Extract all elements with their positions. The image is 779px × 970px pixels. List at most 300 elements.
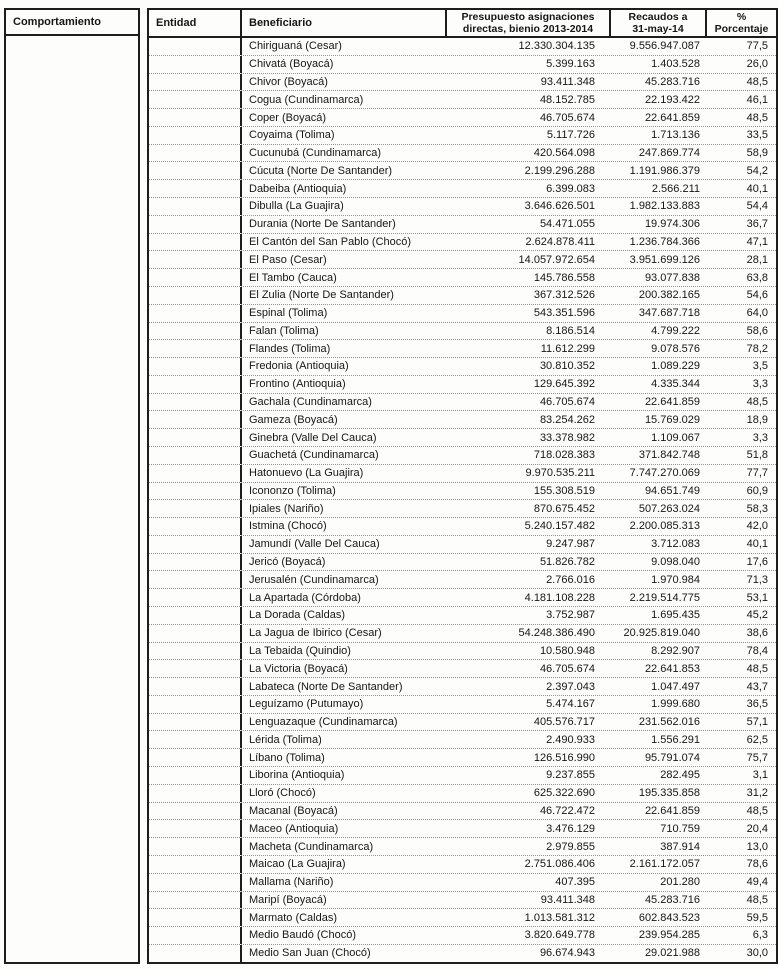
recaudos-cell: 231.562.016 [638, 716, 700, 729]
porcentaje-cell: 64,0 [746, 307, 768, 320]
beneficiario-cell: El Paso (Cesar) [240, 251, 445, 268]
recaudos-cell: 45.283.716 [644, 75, 700, 88]
recaudos-cell: 20.925.819.040 [623, 627, 700, 640]
table-row [149, 500, 776, 518]
recaudos-cell: 9.078.576 [651, 342, 700, 355]
entidad-cell [149, 38, 240, 55]
table-row [149, 180, 776, 198]
beneficiario-cell: Durania (Norte De Santander) [240, 216, 445, 233]
table-row [149, 376, 776, 394]
table-row [149, 340, 776, 358]
presupuesto-cell: 30.810.352 [539, 360, 595, 373]
table-row [149, 749, 776, 767]
beneficiario-cell: Jamundí (Valle Del Cauca) [240, 536, 445, 553]
presupuesto-cell: 46.722.472 [539, 804, 595, 817]
presupuesto-cell: 2.490.933 [546, 733, 595, 746]
beneficiario-cell: Marmato (Caldas) [240, 909, 445, 926]
presupuesto-cell: 33.378.982 [539, 431, 595, 444]
entidad-cell [149, 589, 240, 606]
beneficiario-cell: Jericó (Boyacá) [240, 554, 445, 571]
porcentaje-cell: 54,6 [746, 289, 768, 302]
presupuesto-cell: 46.705.674 [539, 662, 595, 675]
porcentaje-cell: 51,8 [746, 449, 768, 462]
beneficiario-cell: Flandes (Tolima) [240, 340, 445, 357]
beneficiario-cell: Maripí (Boyacá) [240, 892, 445, 909]
table-row [149, 927, 776, 945]
porcentaje-cell: 18,9 [746, 413, 768, 426]
porcentaje-cell: 42,0 [746, 520, 768, 533]
entidad-cell [149, 714, 240, 731]
beneficiario-cell: El Tambo (Cauca) [240, 269, 445, 286]
column-header-beneficiario: Beneficiario [240, 10, 445, 36]
beneficiario-cell: Medio San Juan (Chocó) [240, 945, 445, 962]
recaudos-cell: 22.641.859 [644, 804, 700, 817]
entidad-cell [149, 305, 240, 322]
porcentaje-cell: 20,4 [746, 822, 768, 835]
entidad-cell [149, 571, 240, 588]
beneficiario-cell: Chivatá (Boyacá) [240, 56, 445, 73]
presupuesto-cell: 407.395 [555, 876, 595, 889]
porcentaje-cell: 60,9 [746, 484, 768, 497]
entidad-cell [149, 909, 240, 926]
table-row [149, 892, 776, 910]
beneficiario-cell: La Jagua de Ibirico (Cesar) [240, 625, 445, 642]
recaudos-cell: 1.191.986.379 [629, 164, 700, 177]
beneficiario-cell: Maceo (Antioquia) [240, 820, 445, 837]
beneficiario-cell: Macheta (Cundinamarca) [240, 838, 445, 855]
presupuesto-cell: 2.979.855 [546, 840, 595, 853]
presupuesto-cell: 9.970.535.211 [525, 467, 595, 480]
beneficiarios-table [147, 8, 778, 964]
recaudos-cell: 94.651.749 [644, 484, 700, 497]
table-row [149, 714, 776, 732]
presupuesto-cell: 129.645.392 [533, 378, 595, 391]
porcentaje-cell: 58,3 [746, 502, 768, 515]
recaudos-cell: 1.236.784.366 [629, 235, 700, 248]
table-row [149, 287, 776, 305]
porcentaje-cell: 54,4 [746, 200, 768, 213]
presupuesto-cell: 54.248.386.490 [518, 627, 595, 640]
porcentaje-cell: 77,7 [746, 467, 768, 480]
porcentaje-cell: 33,5 [746, 129, 768, 142]
recaudos-cell: 1.999.680 [651, 698, 700, 711]
beneficiario-cell: Cúcuta (Norte De Santander) [240, 162, 445, 179]
presupuesto-cell: 3.646.626.501 [524, 200, 595, 213]
presupuesto-cell: 46.705.674 [539, 396, 595, 409]
presupuesto-cell: 8.186.514 [546, 324, 595, 337]
porcentaje-cell: 48,5 [746, 804, 768, 817]
table-row [149, 162, 776, 180]
presupuesto-cell: 10.580.948 [539, 644, 595, 657]
beneficiario-cell: Mallama (Nariño) [240, 874, 445, 891]
recaudos-cell: 3.951.699.126 [629, 253, 700, 266]
table-row [149, 803, 776, 821]
porcentaje-cell: 40,1 [746, 538, 768, 551]
entidad-cell [149, 785, 240, 802]
porcentaje-cell: 38,6 [746, 627, 768, 640]
porcentaje-cell: 77,5 [746, 40, 768, 53]
table-row [149, 945, 776, 962]
table-row [149, 767, 776, 785]
entidad-cell [149, 554, 240, 571]
presupuesto-cell: 3.476.129 [546, 822, 595, 835]
entidad-cell [149, 56, 240, 73]
presupuesto-cell: 14.057.972.654 [518, 253, 595, 266]
presupuesto-cell: 2.751.086.406 [524, 858, 595, 871]
beneficiario-cell: Ginebra (Valle Del Cauca) [240, 429, 445, 446]
beneficiario-cell: Medio Baudó (Chocó) [240, 927, 445, 944]
table-row [149, 625, 776, 643]
beneficiario-cell: Macanal (Boyacá) [240, 803, 445, 820]
porcentaje-cell: 78,2 [746, 342, 768, 355]
table-row [149, 589, 776, 607]
recaudos-cell: 1.713.136 [651, 129, 700, 142]
recaudos-cell: 9.556.947.087 [629, 40, 700, 53]
entidad-cell [149, 483, 240, 500]
recaudos-cell: 29.021.988 [644, 947, 700, 960]
porcentaje-cell: 53,1 [746, 591, 768, 604]
porcentaje-cell: 57,1 [746, 716, 768, 729]
recaudos-cell: 1.970.984 [651, 573, 700, 586]
recaudos-cell: 19.974.306 [644, 218, 700, 231]
beneficiario-cell: La Tebaida (Quindio) [240, 643, 445, 660]
presupuesto-cell: 4.181.108.228 [524, 591, 595, 604]
presupuesto-cell: 83.254.262 [539, 413, 595, 426]
entidad-cell [149, 411, 240, 428]
table-row [149, 660, 776, 678]
entidad-cell [149, 234, 240, 251]
entidad-cell [149, 358, 240, 375]
presupuesto-cell: 145.786.558 [533, 271, 595, 284]
table-row [149, 465, 776, 483]
beneficiario-cell: Dibulla (La Guajira) [240, 198, 445, 215]
entidad-cell [149, 856, 240, 873]
entidad-cell [149, 892, 240, 909]
beneficiario-cell: Frontino (Antioquia) [240, 376, 445, 393]
porcentaje-cell: 58,9 [746, 147, 768, 160]
recaudos-cell: 1.089.229 [651, 360, 700, 373]
recaudos-cell: 22.641.859 [644, 111, 700, 124]
entidad-cell [149, 500, 240, 517]
table-row [149, 429, 776, 447]
beneficiario-cell: Istmina (Chocó) [240, 518, 445, 535]
beneficiario-cell: Fredonia (Antioquia) [240, 358, 445, 375]
entidad-cell [149, 749, 240, 766]
recaudos-cell: 22.641.853 [644, 662, 700, 675]
entidad-cell [149, 91, 240, 108]
beneficiario-cell: Gameza (Boyacá) [240, 411, 445, 428]
porcentaje-cell: 45,2 [746, 609, 768, 622]
table-row [149, 145, 776, 163]
table-row [149, 411, 776, 429]
entidad-cell [149, 198, 240, 215]
entidad-cell [149, 145, 240, 162]
column-header-recaudos: Recaudos a 31-may-14 [609, 10, 705, 36]
presupuesto-cell: 48.152.785 [539, 93, 595, 106]
porcentaje-cell: 47,1 [746, 235, 768, 248]
entidad-cell [149, 678, 240, 695]
recaudos-cell: 2.219.514.775 [629, 591, 700, 604]
recaudos-cell: 7.747.270.069 [629, 467, 700, 480]
entidad-cell [149, 820, 240, 837]
entidad-cell [149, 251, 240, 268]
comportamiento-header: Comportamiento [6, 10, 138, 36]
beneficiario-cell: El Cantón del San Pablo (Chocó) [240, 234, 445, 251]
porcentaje-cell: 46,1 [746, 93, 768, 106]
recaudos-cell: 387.914 [660, 840, 700, 853]
porcentaje-cell: 3,1 [752, 769, 768, 782]
presupuesto-cell: 12.330.304.135 [518, 40, 595, 53]
recaudos-cell: 1.047.497 [651, 680, 700, 693]
beneficiario-cell: Cucunubá (Cundinamarca) [240, 145, 445, 162]
recaudos-cell: 1.982.133.883 [629, 200, 700, 213]
recaudos-cell: 95.791.074 [644, 751, 700, 764]
beneficiario-cell: Espinal (Tolima) [240, 305, 445, 322]
entidad-cell [149, 269, 240, 286]
recaudos-cell: 2.161.172.057 [629, 858, 700, 871]
beneficiario-cell: Hatonuevo (La Guajira) [240, 465, 445, 482]
recaudos-cell: 1.403.528 [651, 58, 700, 71]
porcentaje-cell: 63,8 [746, 271, 768, 284]
table-row [149, 838, 776, 856]
presupuesto-cell: 54.471.055 [539, 218, 595, 231]
entidad-cell [149, 465, 240, 482]
presupuesto-cell: 46.705.674 [539, 111, 595, 124]
porcentaje-cell: 3,3 [752, 431, 768, 444]
beneficiario-cell: Gachala (Cundinamarca) [240, 394, 445, 411]
table-row [149, 198, 776, 216]
recaudos-cell: 9.098.040 [651, 556, 700, 569]
entidad-cell [149, 767, 240, 784]
entidad-cell [149, 287, 240, 304]
entidad-cell [149, 643, 240, 660]
recaudos-cell: 22.193.422 [644, 93, 700, 106]
porcentaje-cell: 48,5 [746, 75, 768, 88]
beneficiario-cell: Falan (Tolima) [240, 323, 445, 340]
table-row [149, 518, 776, 536]
beneficiario-cell: La Victoria (Boyacá) [240, 660, 445, 677]
table-row [149, 234, 776, 252]
presupuesto-cell: 5.399.163 [546, 58, 595, 71]
entidad-cell [149, 429, 240, 446]
porcentaje-cell: 48,5 [746, 111, 768, 124]
table-body [149, 38, 776, 962]
beneficiario-cell: La Apartada (Córdoba) [240, 589, 445, 606]
column-header-porcentaje: % Porcentaje [705, 10, 776, 36]
table-row [149, 874, 776, 892]
recaudos-cell: 195.335.858 [638, 787, 700, 800]
table-row [149, 571, 776, 589]
porcentaje-cell: 3,3 [752, 378, 768, 391]
beneficiario-cell: La Dorada (Caldas) [240, 607, 445, 624]
beneficiario-cell: Cogua (Cundinamarca) [240, 91, 445, 108]
recaudos-cell: 8.292.907 [651, 644, 700, 657]
porcentaje-cell: 40,1 [746, 182, 768, 195]
presupuesto-cell: 543.351.596 [533, 307, 595, 320]
table-row [149, 696, 776, 714]
table-row [149, 394, 776, 412]
porcentaje-cell: 17,6 [746, 556, 768, 569]
porcentaje-cell: 30,0 [746, 947, 768, 960]
recaudos-cell: 247.869.774 [638, 147, 700, 160]
table-row [149, 251, 776, 269]
beneficiario-cell: Jerusalén (Cundinamarca) [240, 571, 445, 588]
table-row [149, 56, 776, 74]
beneficiario-cell: Liborina (Antioquia) [240, 767, 445, 784]
presupuesto-cell: 93.411.348 [540, 75, 595, 88]
entidad-cell [149, 162, 240, 179]
presupuesto-cell: 420.564.098 [533, 147, 595, 160]
entidad-cell [149, 394, 240, 411]
table-row [149, 856, 776, 874]
table-header-row [149, 10, 776, 38]
entidad-cell [149, 518, 240, 535]
presupuesto-cell: 5.117.726 [546, 129, 595, 142]
entidad-cell [149, 945, 240, 962]
comportamiento-panel [4, 8, 140, 964]
entidad-cell [149, 803, 240, 820]
table-row [149, 607, 776, 625]
table-row [149, 323, 776, 341]
table-row [149, 305, 776, 323]
beneficiario-cell: Lloró (Chocó) [240, 785, 445, 802]
recaudos-cell: 1.695.435 [651, 609, 700, 622]
porcentaje-cell: 36,5 [746, 698, 768, 711]
porcentaje-cell: 78,4 [746, 644, 768, 657]
table-row [149, 74, 776, 92]
table-row [149, 909, 776, 927]
recaudos-cell: 15.769.029 [644, 413, 700, 426]
beneficiario-cell: Maicao (La Guajira) [240, 856, 445, 873]
presupuesto-cell: 11.612.299 [540, 342, 595, 355]
beneficiario-cell: Labateca (Norte De Santander) [240, 678, 445, 695]
entidad-cell [149, 376, 240, 393]
porcentaje-cell: 43,7 [746, 680, 768, 693]
porcentaje-cell: 3,5 [752, 360, 768, 373]
recaudos-cell: 239.954.285 [638, 929, 700, 942]
presupuesto-cell: 5.240.157.482 [524, 520, 595, 533]
recaudos-cell: 602.843.523 [638, 911, 700, 924]
entidad-cell [149, 731, 240, 748]
entidad-cell [149, 340, 240, 357]
recaudos-cell: 22.641.859 [644, 396, 700, 409]
table-row [149, 216, 776, 234]
porcentaje-cell: 58,6 [746, 324, 768, 337]
porcentaje-cell: 75,7 [746, 751, 768, 764]
recaudos-cell: 200.382.165 [638, 289, 700, 302]
table-row [149, 127, 776, 145]
entidad-cell [149, 660, 240, 677]
table-row [149, 38, 776, 56]
recaudos-cell: 710.759 [660, 822, 700, 835]
recaudos-cell: 2.200.085.313 [629, 520, 700, 533]
beneficiario-cell: Líbano (Tolima) [240, 749, 445, 766]
table-row [149, 820, 776, 838]
table-row [149, 109, 776, 127]
presupuesto-cell: 155.308.519 [533, 484, 595, 497]
table-row [149, 483, 776, 501]
presupuesto-cell: 405.576.717 [533, 716, 595, 729]
beneficiario-cell: Coyaima (Tolima) [240, 127, 445, 144]
presupuesto-cell: 625.322.690 [533, 787, 595, 800]
recaudos-cell: 1.556.291 [651, 733, 700, 746]
porcentaje-cell: 78,6 [746, 858, 768, 871]
presupuesto-cell: 1.013.581.312 [524, 911, 595, 924]
recaudos-cell: 4.799.222 [651, 324, 700, 337]
porcentaje-cell: 48,5 [746, 396, 768, 409]
beneficiario-cell: Chiriguaná (Cesar) [240, 38, 445, 55]
beneficiario-cell: Leguízamo (Putumayo) [240, 696, 445, 713]
table-row [149, 91, 776, 109]
presupuesto-cell: 2.624.878.411 [525, 235, 595, 248]
recaudos-cell: 347.687.718 [638, 307, 700, 320]
entidad-cell [149, 127, 240, 144]
table-row [149, 554, 776, 572]
column-header-presupuesto: Presupuesto asignaciones directas, bienio 2013-2014 [445, 10, 609, 36]
presupuesto-cell: 367.312.526 [533, 289, 595, 302]
presupuesto-cell: 2.199.296.288 [524, 164, 595, 177]
entidad-cell [149, 838, 240, 855]
porcentaje-cell: 71,3 [746, 573, 768, 586]
beneficiario-cell: Ipiales (Nariño) [240, 500, 445, 517]
recaudos-cell: 201.280 [660, 876, 700, 889]
presupuesto-cell: 3.752.987 [546, 609, 595, 622]
recaudos-cell: 3.712.083 [651, 538, 700, 551]
beneficiario-cell: Guachetá (Cundinamarca) [240, 447, 445, 464]
entidad-cell [149, 625, 240, 642]
table-row [149, 358, 776, 376]
porcentaje-cell: 48,5 [746, 662, 768, 675]
beneficiario-cell: Dabeiba (Antioquia) [240, 180, 445, 197]
entidad-cell [149, 927, 240, 944]
table-row [149, 269, 776, 287]
recaudos-cell: 507.263.024 [638, 502, 700, 515]
entidad-cell [149, 607, 240, 624]
recaudos-cell: 45.283.716 [644, 893, 700, 906]
presupuesto-cell: 51.826.782 [539, 556, 595, 569]
presupuesto-cell: 9.237.855 [546, 769, 595, 782]
column-header-entidad: Entidad [156, 17, 197, 29]
porcentaje-cell: 28,1 [746, 253, 768, 266]
porcentaje-cell: 26,0 [746, 58, 768, 71]
entidad-cell [149, 536, 240, 553]
recaudos-cell: 93.077.838 [644, 271, 700, 284]
entidad-cell [149, 447, 240, 464]
presupuesto-cell: 718.028.383 [533, 449, 595, 462]
presupuesto-cell: 2.397.043 [546, 680, 595, 693]
recaudos-cell: 2.566.211 [651, 182, 700, 195]
porcentaje-cell: 31,2 [746, 787, 768, 800]
presupuesto-cell: 870.675.452 [533, 502, 595, 515]
table-row [149, 643, 776, 661]
recaudos-cell: 4.335.344 [651, 378, 700, 391]
porcentaje-cell: 48,5 [746, 893, 768, 906]
beneficiario-cell: El Zulia (Norte De Santander) [240, 287, 445, 304]
recaudos-cell: 1.109.067 [651, 431, 700, 444]
presupuesto-cell: 9.247.987 [546, 538, 595, 551]
porcentaje-cell: 62,5 [746, 733, 768, 746]
table-row [149, 678, 776, 696]
presupuesto-cell: 96.674.943 [539, 947, 595, 960]
beneficiario-cell: Icononzo (Tolima) [240, 483, 445, 500]
entidad-cell [149, 216, 240, 233]
table-row [149, 731, 776, 749]
entidad-cell [149, 74, 240, 91]
table-row [149, 447, 776, 465]
beneficiario-cell: Lenguazaque (Cundinamarca) [240, 714, 445, 731]
entidad-cell [149, 874, 240, 891]
presupuesto-cell: 2.766.016 [546, 573, 595, 586]
